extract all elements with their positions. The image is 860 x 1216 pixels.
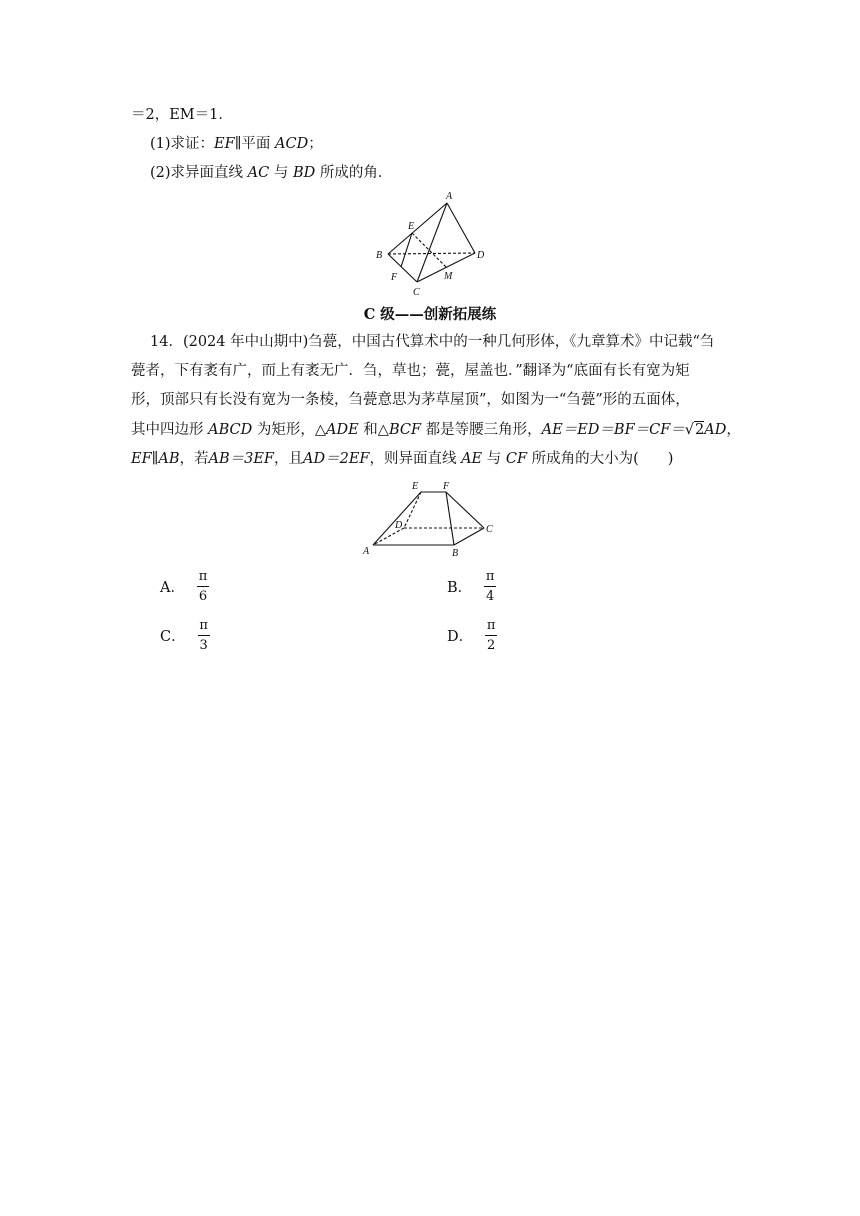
p14-l5-cf: CF	[505, 451, 528, 467]
edge-FC	[446, 492, 484, 528]
label-B: B	[452, 548, 459, 559]
p13-part1	[150, 134, 323, 154]
option-d-denominator: 2	[487, 638, 496, 653]
p13-part1-prefix: (1)求证：	[150, 136, 215, 152]
option-a-denominator: 6	[198, 589, 208, 604]
option-d-fraction	[485, 617, 497, 654]
p14-l4-abcd: ABCD	[208, 422, 253, 438]
edge-BD	[388, 253, 475, 254]
p13-part2-and: 与	[273, 165, 289, 181]
label-D: D	[477, 250, 485, 261]
p14-l4-sqrt-radicand: 2	[695, 422, 705, 438]
label-F: F	[391, 272, 398, 283]
label-E: E	[408, 221, 415, 232]
p14-l5-ab: AB	[158, 451, 180, 467]
p14-chumeng-figure	[360, 476, 505, 562]
edge-ED	[404, 492, 421, 528]
p14-l5-d: ，若	[179, 451, 209, 467]
p14-l5-ab-3ef: AB＝3EF	[208, 451, 274, 467]
p13-part2-ac: AC	[247, 165, 270, 181]
fraction-bar	[198, 635, 210, 636]
p14-line5	[131, 449, 673, 469]
fraction-bar	[484, 586, 496, 587]
p14-l4-equation: AE＝ED＝BF＝CF＝	[541, 422, 685, 438]
p13-part2	[150, 163, 392, 183]
p14-l4-bcf: BCF	[388, 422, 422, 438]
p14-l4-ade: ADE	[326, 422, 359, 438]
p14-l4-ad: AD	[704, 422, 727, 438]
p13-part1-parallel: ∥平面	[234, 136, 271, 152]
p14-l5-end: 所成角的大小为( )	[531, 451, 674, 467]
fraction-bar	[197, 586, 209, 587]
option-a[interactable]	[160, 568, 209, 605]
label-F: F	[443, 481, 450, 492]
label-A: A	[446, 191, 453, 202]
option-d-numerator: π	[486, 618, 496, 633]
label-E: E	[412, 481, 419, 492]
edge-EA	[373, 492, 421, 545]
p13-part2-bd: BD	[292, 165, 316, 181]
edge-BC	[454, 528, 484, 545]
edge-BA	[388, 203, 447, 254]
p14-line3: 形，顶部只有长没有宽为一条棱，刍甍意思为茅草屋顶”，如图为一“刍甍”形的五面体，	[131, 392, 690, 408]
p14-l4-end: ，	[726, 422, 741, 438]
option-a-label: A．	[160, 580, 185, 596]
edge-AC	[417, 203, 447, 282]
p14-line2: 甍者，下有袤有广，而上有袤无广．刍，草也；甍，屋盖也．”翻译为“底面有长有宽为矩	[131, 363, 690, 379]
label-A: A	[363, 546, 370, 557]
p13-line1	[131, 105, 233, 125]
option-c-numerator: π	[199, 618, 208, 633]
label-C: C	[413, 287, 420, 298]
p14-l5-and: 与	[486, 451, 502, 467]
option-b-denominator: 4	[486, 589, 495, 604]
p14-l5-f: ，且	[274, 451, 303, 467]
option-b-numerator: π	[485, 569, 495, 584]
p14-l4-e: 和△	[363, 422, 389, 438]
label-D: D	[395, 520, 403, 531]
option-c-denominator: 3	[199, 638, 208, 653]
p14-l5-parallel: ∥	[151, 451, 159, 467]
p14-l4-a: 其中四边形	[131, 422, 204, 438]
edge-FB	[446, 492, 454, 545]
edge-AD	[447, 203, 475, 253]
option-a-numerator: π	[198, 569, 208, 584]
p14-l4-c: 为矩形，△	[256, 422, 326, 438]
p14-l4-g: 都是等腰三角形，	[425, 422, 542, 438]
p13-part2-end: 所成的角．	[319, 165, 393, 181]
option-c-fraction	[198, 617, 210, 654]
p14-l5-h: ，则异面直线	[369, 451, 457, 467]
p14-l5-ad-2ef: AD＝2EF	[303, 451, 370, 467]
label-C: C	[486, 524, 493, 535]
section-heading: C 级——创新拓展练	[363, 306, 497, 323]
fraction-bar	[485, 635, 497, 636]
option-b-label: B．	[447, 580, 473, 596]
p13-tetrahedron-figure	[370, 188, 495, 300]
option-c[interactable]	[160, 617, 210, 654]
p14-line1: 14．(2024 年中山期中)刍甍，中国古代算术中的一种几何形体，《九章算术》中记载“刍	[150, 334, 715, 350]
p13-part2-prefix: (2)求异面直线	[150, 165, 244, 181]
option-d-label: D．	[447, 629, 474, 645]
p13-condition-text: ＝2，EM＝1．	[131, 107, 233, 123]
label-M: M	[444, 271, 453, 282]
p13-part1-ef: EF	[214, 136, 235, 152]
label-B: B	[376, 250, 383, 261]
option-b-fraction	[484, 568, 496, 605]
p14-l5-ef: EF	[131, 451, 152, 467]
option-b[interactable]	[447, 568, 496, 605]
p14-l5-ae: AE	[461, 451, 483, 467]
sqrt-symbol: √	[684, 422, 695, 438]
option-c-label: C．	[160, 629, 186, 645]
p13-part1-end: ；	[308, 136, 323, 152]
option-d[interactable]	[447, 617, 497, 654]
option-a-fraction	[197, 568, 209, 605]
p14-line4	[131, 420, 741, 440]
p13-part1-acd: ACD	[275, 136, 309, 152]
